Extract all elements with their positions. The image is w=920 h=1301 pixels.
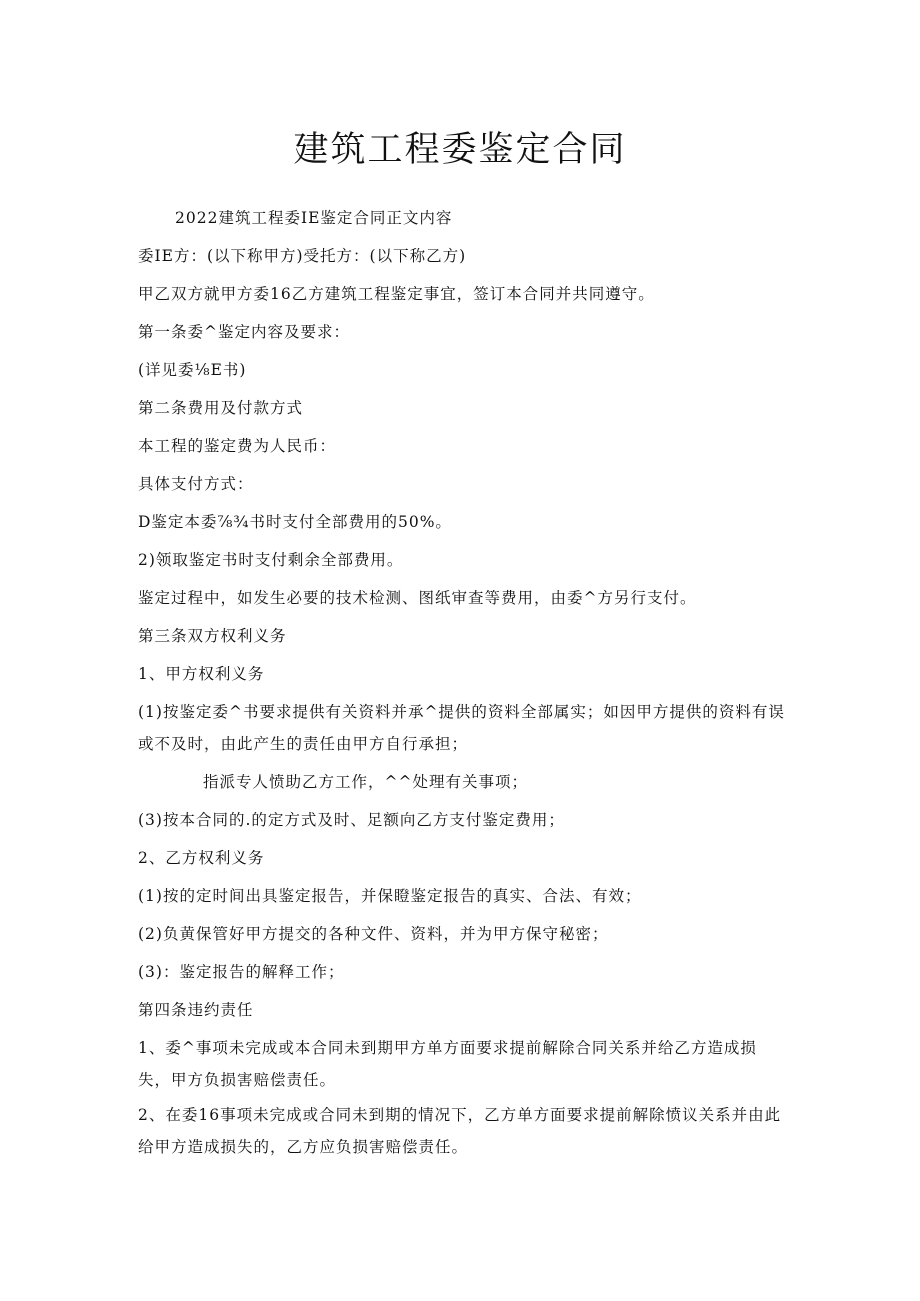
paragraph-fee: 本工程的鉴定费为人民币：: [138, 437, 337, 455]
article-4-heading: 第四条违约责任: [138, 1001, 254, 1019]
paragraph-payment-method: 具体支付方式：: [138, 475, 254, 493]
paragraph-see-commission: (详见委⅛E书): [138, 361, 247, 379]
party-a-item-1: (1)按鉴定委^书要求提供有关资料并承^提供的资料全部属实；如因甲方提供的资料有误或不及时，由此产生的责任由甲方自行承担；: [138, 703, 785, 753]
liability-item-2: 2、在委16事项未完成或合同未到期的情况下，乙方单方面要求提前解除愤议关系并由此给甲方造成损失的，乙方应负损害赔偿责任。: [138, 1106, 782, 1156]
section-party-a-heading: 1、甲方权利义务: [138, 665, 265, 683]
party-a-item-3: (3)按本合同的.的定方式及时、足额向乙方支付鉴定费用；: [138, 811, 565, 829]
party-a-item-2: 指派专人愤助乙方工作，^^处理有关事项；: [203, 773, 528, 791]
liability-item-1: 1、委^事项未完成或本合同未到期甲方单方面要求提前解除合同关系并给乙方造成损失，甲方负损害赔偿责任。: [138, 1039, 757, 1089]
paragraph-agreement: 甲乙双方就甲方委16乙方建筑工程鉴定事宜，签订本合同并共同遵守。: [138, 285, 655, 303]
article-3-heading: 第三条双方权利义务: [138, 627, 287, 645]
paragraph-intro: 2022建筑工程委IE鉴定合同正文内容: [175, 209, 453, 227]
document-title: 建筑工程委鉴定合同: [293, 130, 627, 170]
section-party-b-heading: 2、乙方权利义务: [138, 849, 265, 867]
party-b-item-3: (3)：鉴定报告的解释工作；: [138, 963, 345, 981]
paragraph-parties: 委IE方：(以下称甲方)受托方：(以下称乙方): [138, 247, 467, 265]
article-2-heading: 第二条费用及付款方式: [138, 399, 304, 417]
paragraph-extra-costs: 鉴定过程中，如发生必要的技术检测、图纸审查等费用，由委^方另行支付。: [138, 589, 697, 607]
document-body: [138, 199, 788, 1166]
paragraph-payment-2: 2)领取鉴定书时支付剩余全部费用。: [138, 551, 404, 569]
article-1-heading: 第一条委^鉴定内容及要求：: [138, 323, 350, 341]
paragraph-payment-1: D鉴定本委⅞¾书时支付全部费用的50%。: [138, 513, 452, 531]
party-b-item-2: (2)负黄保管好甲方提交的各种文件、资料，并为甲方保守秘密；: [138, 925, 609, 943]
party-b-item-1: (1)按的定时间出具鉴定报告，并保瞪鉴定报告的真实、合法、有效；: [138, 887, 642, 905]
